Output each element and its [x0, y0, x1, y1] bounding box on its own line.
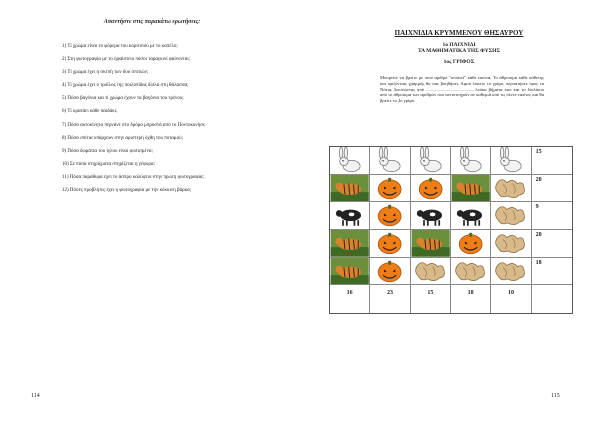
leaves-picture-cell: [491, 175, 531, 203]
pumpkin-picture-cell: [370, 258, 410, 286]
question-item: 3) Τί χρώμα έχει η σκεπή των δύο σπιτιών;: [62, 70, 149, 76]
question-item: 7) Πόσα αυτοκίνητα περνάνε στο δρόμο μπροστά από το Ποντοκονήσι;: [62, 122, 206, 128]
rabbit-picture-cell: [491, 147, 531, 175]
leaves-picture-cell: [491, 230, 531, 258]
cow-icon: [451, 202, 490, 229]
tiger-icon: [330, 230, 369, 257]
leaves-icon: [491, 202, 530, 229]
column-sum: 16: [346, 290, 353, 297]
leaves-icon: [411, 258, 450, 285]
pumpkin-icon: [370, 230, 409, 257]
column-sum-cell: [491, 285, 531, 313]
cow-picture-cell: [411, 202, 451, 230]
riddle-number: 1ος ΓΡΙΦΟΣ: [443, 59, 475, 65]
cow-icon: [330, 202, 369, 229]
tiger-picture-cell: [330, 230, 370, 258]
rabbit-icon: [451, 147, 490, 174]
question-item: 6) Τί κρατάει κάθε παιδάκι;: [62, 109, 118, 115]
row-sum: 20: [535, 176, 542, 183]
question-item: 4) Τί χρώμα έχει ο τροΐλος της ποιλοπίδας δίπλα στη θάλασσα;: [62, 83, 189, 89]
question-item: 8) Πόσα σπίτια υπάρχουν στην αριστερή όχθη του ποταμού;: [62, 135, 183, 141]
row-sum-cell: [532, 258, 572, 286]
page-number-left: 114: [31, 393, 40, 399]
questions-list: [62, 44, 294, 201]
column-sum: 10: [507, 290, 514, 297]
leaves-picture-cell: [411, 258, 451, 286]
leaves-icon: [451, 258, 490, 285]
pumpkin-picture-cell: [411, 175, 451, 203]
question-item: 12) Πόσες προβλήτες έχει η φωτογραφία με την κόκκινη βάρκα;: [62, 188, 192, 194]
right-page: [300, 0, 600, 440]
rabbit-picture-cell: [451, 147, 491, 175]
leaves-picture-cell: [491, 202, 531, 230]
game-theme: ΤΑ ΜΑΘΗΜΑΤΙΚΑ ΤΗΣ ΦΥΣΗΣ: [417, 48, 501, 54]
pumpkin-icon: [370, 175, 409, 202]
rabbit-icon: [411, 147, 450, 174]
row-sum: 9: [535, 204, 539, 211]
column-sum-cell: [370, 285, 410, 313]
pumpkin-picture-cell: [370, 175, 410, 203]
game-subtitle: [374, 42, 544, 54]
row-sum-cell: [532, 147, 572, 175]
rabbit-picture-cell: [330, 147, 370, 175]
tiger-picture-cell: [330, 258, 370, 286]
question-item: 10) Σε πόσα στηρίγματα στηρίζεται η γέφυρα;: [62, 161, 155, 167]
question-item: 1) Τί χρώμα είναι το φόρεμα του κοριτσιού με το καπέλο;: [62, 44, 178, 49]
pumpkin-icon: [451, 230, 490, 257]
pumpkin-icon: [411, 175, 450, 202]
tiger-icon: [411, 230, 450, 257]
empty-corner-cell: [532, 285, 572, 313]
rabbit-icon: [491, 147, 530, 174]
row-sum: 20: [535, 232, 542, 238]
cow-picture-cell: [330, 202, 370, 230]
rabbit-icon: [330, 147, 369, 174]
cow-picture-cell: [451, 202, 491, 230]
page-title: ΠΑΙΧΝΙΔΙΑ ΚΡΥΜΜΕΝΟΥ ΘΗΣΑΥΡΟΥ: [394, 29, 524, 37]
pumpkin-picture-cell: [370, 230, 410, 258]
row-sum-cell: [532, 175, 572, 203]
column-sum: 23: [386, 290, 393, 297]
pumpkin-picture-cell: [451, 230, 491, 258]
pumpkin-icon: [370, 258, 409, 285]
question-item: 5) Πόσα βαγόνια και τί χρώμα έχουν τα βαγόνια του τρένου;: [62, 96, 184, 102]
row-sum-cell: [532, 202, 572, 230]
page-number-right: 115: [551, 393, 560, 399]
pumpkin-icon: [370, 202, 409, 229]
rabbit-icon: [370, 147, 409, 174]
column-sum-cell: [330, 285, 370, 313]
question-item: 9) Πόσα δωμάτια του ίγλου είναι φωτισμένα;: [62, 148, 153, 154]
tiger-icon: [330, 175, 369, 202]
tiger-picture-cell: [330, 175, 370, 203]
leaves-icon: [491, 230, 530, 257]
leaves-picture-cell: [451, 258, 491, 286]
tiger-icon: [330, 258, 369, 285]
column-sum-cell: [451, 285, 491, 313]
rabbit-picture-cell: [370, 147, 410, 175]
tiger-picture-cell: [451, 175, 491, 203]
rabbit-picture-cell: [411, 147, 451, 175]
questions-heading: Απαντήστε στις παρακάτω ερωτήσεις:: [103, 19, 201, 25]
puzzle-grid: [329, 146, 573, 314]
column-sum-cell: [411, 285, 451, 313]
tiger-picture-cell: [411, 230, 451, 258]
column-sum: 18: [467, 290, 474, 297]
tiger-icon: [451, 175, 490, 202]
row-sum-cell: [532, 230, 572, 258]
row-sum: 15: [535, 149, 542, 155]
instructions-text: Μπορείτε να βρείτε με ποιο αριθμό "σουίτεί" κάθε εικόνα; Το άθροισμα κάθε κάθετης και οριζόντιας γραμμής θα σας βοηθήσει. Αφού λύσετε το γρίφο, περπατήστε προς τα Νότια, ξεκινώντας από ...........................................λεύκα βήματα όσο και το διπλάσιο από το άθροισμα των αριθμών που αντιστοιχούν σε καθεμιά από τις πέντε εικόνες και θα βρείτε το 2ο γρίφο.: [380, 75, 544, 104]
leaves-icon: [491, 258, 530, 285]
game-number: 1ο ΠΑΙΧΝΙΔΙ: [442, 42, 476, 48]
column-sum: 15: [427, 290, 434, 297]
row-sum: 18: [535, 259, 542, 266]
question-item: 11) Πόσα παράθυρα έχει το άσπρο καλύφτιο στην πρώτη φωτογραφία;: [62, 174, 204, 180]
leaves-picture-cell: [491, 258, 531, 286]
leaves-icon: [491, 175, 530, 202]
cow-icon: [411, 202, 450, 229]
pumpkin-picture-cell: [370, 202, 410, 230]
question-item: 2) Στη φωτογραφία με το ηφαίστειο πόσοι ταραγκινί φαίνονται;: [62, 57, 191, 63]
